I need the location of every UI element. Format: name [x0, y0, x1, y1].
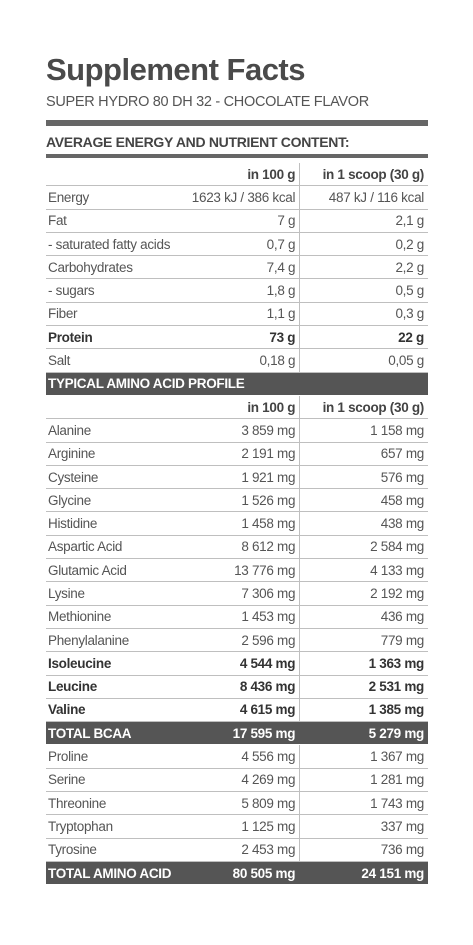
amino-acid-row-per-scoop: 2 192 mg: [300, 582, 428, 605]
nutrient-row: [46, 232, 428, 255]
amino-acid-row-name: Tyrosine: [46, 838, 175, 861]
amino-acid-row: [46, 605, 428, 628]
nutrient-row-name: - saturated fatty acids: [46, 232, 175, 255]
amino-acid-row: [46, 838, 428, 861]
total-row-per-scoop: 24 151 mg: [300, 861, 428, 884]
amino-acid-row-per-scoop: 2 584 mg: [300, 535, 428, 558]
amino-acid-row: [46, 442, 428, 465]
amino-acid-row-per100: 8 436 mg: [175, 675, 300, 698]
amino-acid-row: [46, 698, 428, 721]
nutrient-row-per100: 1,8 g: [175, 279, 300, 302]
amino-acid-row-name: Aspartic Acid: [46, 535, 175, 558]
amino-acid-row-per-scoop: 576 mg: [300, 465, 428, 488]
nutrient-row: [46, 302, 428, 325]
nutrient-row: [46, 326, 428, 349]
amino-acid-row: [46, 792, 428, 815]
amino-acid-row-per100: 1 453 mg: [175, 605, 300, 628]
amino-acid-row: [46, 465, 428, 488]
amino-acid-row-per-scoop: 1 367 mg: [300, 745, 428, 768]
amino-acid-row-per100: 4 269 mg: [175, 768, 300, 791]
amino-acid-row-name: Cysteine: [46, 465, 175, 488]
amino-acid-row: [46, 745, 428, 768]
amino-acid-row-per100: 8 612 mg: [175, 535, 300, 558]
nutrient-row-per-scoop: 0,2 g: [300, 232, 428, 255]
amino-acid-row-per100: 13 776 mg: [175, 559, 300, 582]
nutrient-row-per100: 7 g: [175, 209, 300, 232]
nutrient-row: [46, 186, 428, 209]
amino-column-header-empty: [46, 395, 175, 418]
amino-acid-row-per-scoop: 1 743 mg: [300, 792, 428, 815]
page-title: Supplement Facts: [46, 52, 305, 87]
amino-acid-row-name: Leucine: [46, 675, 175, 698]
nutrient-row-name: - sugars: [46, 279, 175, 302]
amino-acid-row: [46, 628, 428, 651]
nutrient-row: [46, 256, 428, 279]
amino-column-header-per100: in 100 g: [175, 395, 300, 418]
amino-acid-row-per100: 4 544 mg: [175, 652, 300, 675]
amino-acid-row-per100: 1 125 mg: [175, 815, 300, 838]
amino-acid-row-per-scoop: 2 531 mg: [300, 675, 428, 698]
amino-acid-row-per-scoop: 4 133 mg: [300, 559, 428, 582]
amino-acid-row-per100: 2 596 mg: [175, 628, 300, 651]
amino-acid-row-per-scoop: 436 mg: [300, 605, 428, 628]
amino-acid-row-name: Serine: [46, 768, 175, 791]
amino-acid-row-name: Lysine: [46, 582, 175, 605]
amino-acid-row-per-scoop: 779 mg: [300, 628, 428, 651]
amino-section-title: TYPICAL AMINO ACID PROFILE: [46, 372, 428, 395]
amino-acid-row: [46, 535, 428, 558]
amino-acid-row-name: Threonine: [46, 792, 175, 815]
amino-acid-row-per100: 5 809 mg: [175, 792, 300, 815]
amino-acid-row-name: Methionine: [46, 605, 175, 628]
column-header-per100: in 100 g: [175, 163, 300, 186]
amino-acid-row-name: Phenylalanine: [46, 628, 175, 651]
total-row-per100: 80 505 mg: [175, 861, 300, 884]
amino-acid-row-per-scoop: 657 mg: [300, 442, 428, 465]
nutrient-row-per-scoop: 0,05 g: [300, 349, 428, 372]
nutrient-row-per-scoop: 2,2 g: [300, 256, 428, 279]
amino-acid-row-name: Glycine: [46, 489, 175, 512]
amino-acid-row: [46, 768, 428, 791]
nutrient-row-name: Carbohydrates: [46, 256, 175, 279]
nutrient-row-name: Protein: [46, 326, 175, 349]
section-title: AVERAGE ENERGY AND NUTRIENT CONTENT:: [46, 134, 350, 150]
nutrient-row-per100: 0,7 g: [175, 232, 300, 255]
amino-acid-row-per100: 2 453 mg: [175, 838, 300, 861]
amino-acid-row-per100: 7 306 mg: [175, 582, 300, 605]
nutrition-table: [46, 163, 428, 885]
amino-acid-row-name: Isoleucine: [46, 652, 175, 675]
amino-column-header-row: [46, 395, 428, 418]
nutrient-row-name: Fat: [46, 209, 175, 232]
amino-section-header: [46, 372, 428, 395]
amino-acid-row-per-scoop: 1 158 mg: [300, 419, 428, 442]
amino-acid-row-per-scoop: 1 385 mg: [300, 698, 428, 721]
amino-acid-row-name: Alanine: [46, 419, 175, 442]
amino-acid-row-per-scoop: 1 281 mg: [300, 768, 428, 791]
nutrient-row-per-scoop: 22 g: [300, 326, 428, 349]
amino-acid-row-per-scoop: 337 mg: [300, 815, 428, 838]
amino-acid-row: [46, 489, 428, 512]
total-row: [46, 722, 428, 745]
nutrient-row-per-scoop: 2,1 g: [300, 209, 428, 232]
amino-acid-row: [46, 815, 428, 838]
amino-acid-row-name: Tryptophan: [46, 815, 175, 838]
product-subtitle: SUPER HYDRO 80 DH 32 - CHOCOLATE FLAVOR: [46, 94, 369, 110]
nutrient-row-per100: 0,18 g: [175, 349, 300, 372]
amino-acid-row: [46, 675, 428, 698]
amino-acid-row-per100: 1 921 mg: [175, 465, 300, 488]
amino-column-header-per-scoop: in 1 scoop (30 g): [300, 395, 428, 418]
amino-acid-row-per100: 1 458 mg: [175, 512, 300, 535]
amino-acid-row: [46, 559, 428, 582]
amino-acid-row-per100: 4 615 mg: [175, 698, 300, 721]
column-header-per-scoop: in 1 scoop (30 g): [300, 163, 428, 186]
nutrient-row-per100: 1,1 g: [175, 302, 300, 325]
amino-acid-row-name: Valine: [46, 698, 175, 721]
amino-acid-row-per100: 2 191 mg: [175, 442, 300, 465]
nutrient-row-per-scoop: 0,5 g: [300, 279, 428, 302]
amino-acid-row: [46, 512, 428, 535]
amino-acid-row-per-scoop: 1 363 mg: [300, 652, 428, 675]
amino-acid-row: [46, 582, 428, 605]
amino-acid-row-per-scoop: 438 mg: [300, 512, 428, 535]
column-header-row: [46, 163, 428, 186]
amino-acid-row-per-scoop: 458 mg: [300, 489, 428, 512]
nutrient-row: [46, 279, 428, 302]
total-row: [46, 861, 428, 884]
nutrient-row-per100: 7,4 g: [175, 256, 300, 279]
nutrient-row-name: Energy: [46, 186, 175, 209]
total-row-per-scoop: 5 279 mg: [300, 722, 428, 745]
top-divider: [46, 120, 428, 126]
nutrient-row-name: Salt: [46, 349, 175, 372]
amino-acid-row: [46, 419, 428, 442]
nutrient-row-name: Fiber: [46, 302, 175, 325]
amino-acid-row-name: Proline: [46, 745, 175, 768]
total-row-per100: 17 595 mg: [175, 722, 300, 745]
amino-acid-row: [46, 652, 428, 675]
nutrient-row-per100: 73 g: [175, 326, 300, 349]
nutrient-row-per100: 1623 kJ / 386 kcal: [175, 186, 300, 209]
amino-acid-row-name: Histidine: [46, 512, 175, 535]
nutrient-row: [46, 349, 428, 372]
nutrient-row-per-scoop: 487 kJ / 116 kcal: [300, 186, 428, 209]
amino-acid-row-per-scoop: 736 mg: [300, 838, 428, 861]
amino-acid-row-name: Glutamic Acid: [46, 559, 175, 582]
nutrition-table-body: [46, 163, 428, 885]
nutrient-row: [46, 209, 428, 232]
amino-acid-row-name: Arginine: [46, 442, 175, 465]
section-divider: [46, 154, 428, 158]
nutrient-row-per-scoop: 0,3 g: [300, 302, 428, 325]
amino-acid-row-per100: 3 859 mg: [175, 419, 300, 442]
column-header-empty: [46, 163, 175, 186]
amino-acid-row-per100: 1 526 mg: [175, 489, 300, 512]
total-row-name: TOTAL AMINO ACID: [46, 861, 175, 884]
amino-acid-row-per100: 4 556 mg: [175, 745, 300, 768]
total-row-name: TOTAL BCAA: [46, 722, 175, 745]
